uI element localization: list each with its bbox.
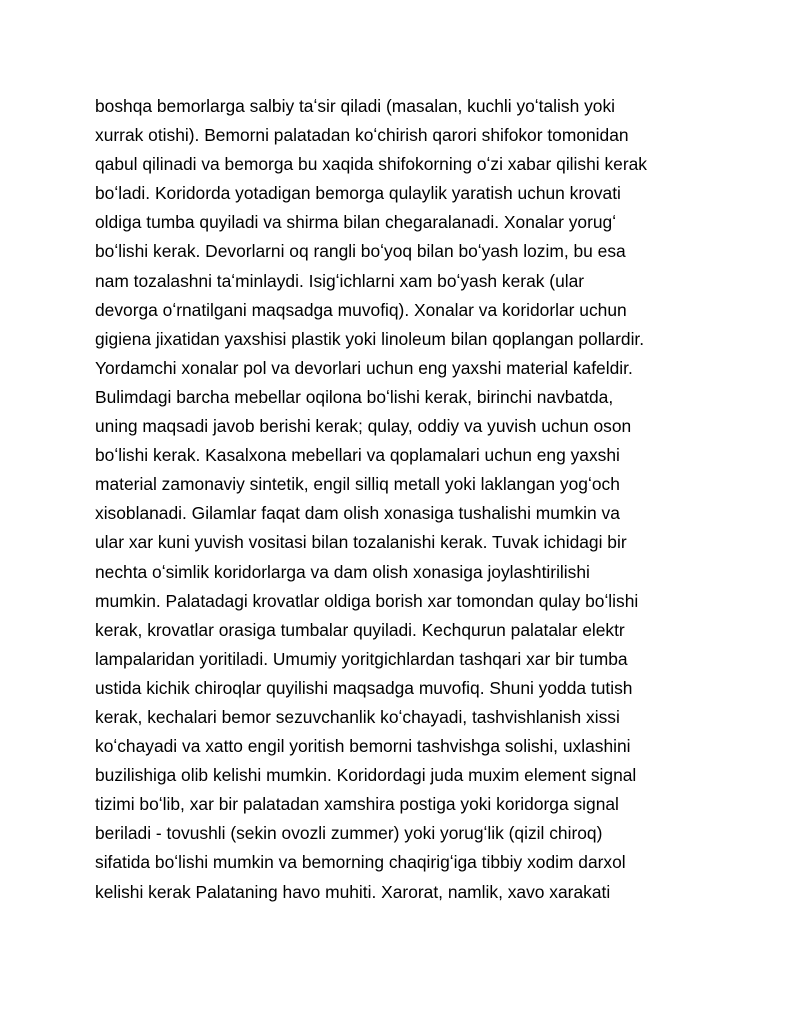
text-line: devorga oʻrnatilgani maqsadga muvofiq). Xonalar va koridorlar uchun [95, 299, 627, 320]
text-line: xisoblanadi. Gilamlar faqat dam olish xonasiga tushalishi mumkin va [95, 503, 620, 524]
text-line: uning maqsadi javob berishi kerak; qulay, oddiy va yuvish uchun oson [95, 416, 632, 437]
text-line: xurrak otishi). Bemorni palatadan koʻchirish qarori shifokor tomonidan [95, 125, 629, 146]
text-line: Yordamchi xonalar pol va devorlari uchun eng yaxshi material kafeldir. [95, 357, 633, 378]
text-line: oldiga tumba quyiladi va shirma bilan chegaralanadi. Xonalar yorugʻ [95, 212, 617, 233]
text-line: nam tozalashni taʻminlaydi. Isigʻichlarni xam boʻyash kerak (ular [95, 270, 585, 291]
text-line: boʻlishi kerak. Kasalxona mebellari va qoplamalari uchun eng yaxshi [95, 445, 620, 466]
text-line: sifatida boʻlishi mumkin va bemorning chaqirigʻiga tibbiy xodim darxol [95, 852, 626, 873]
text-line: koʻchayadi va xatto engil yoritish bemorni tashvishga solishi, uxlashini [95, 736, 631, 757]
text-line: lampalaridan yoritiladi. Umumiy yoritgichlardan tashqari xar bir tumba [95, 648, 628, 669]
text-line: boʻlishi kerak. Devorlarni oq rangli boʻyoq bilan boʻyash lozim, bu esa [95, 241, 626, 262]
text-line: buzilishiga olib kelishi mumkin. Koridordagi juda muxim element signal [95, 765, 637, 786]
text-line: material zamonaviy sintetik, engil silliq metall yoki laklangan yogʻoch [95, 474, 620, 495]
text-line: boʻladi. Koridorda yotadigan bemorga qulaylik yaratish uchun krovati [95, 183, 621, 204]
text-line: qabul qilinadi va bemorga bu xaqida shifokorning oʻzi xabar qilishi kerak [95, 154, 647, 175]
text-line: tizimi boʻlib, xar bir palatadan xamshira postiga yoki koridorga signal [95, 794, 619, 815]
text-line: mumkin. Palatadagi krovatlar oldiga borish xar tomondan qulay boʻlishi [95, 590, 639, 611]
text-line: ustida kichik chiroqlar quyilishi maqsadga muvofiq. Shuni yodda tutish [95, 677, 633, 698]
text-line: kelishi kerak Palataning havo muhiti. Xarorat, namlik, xavo xarakati [95, 881, 611, 902]
text-line: gigiena jixatidan yaxshisi plastik yoki linoleum bilan qoplangan pollardir. [95, 328, 645, 349]
text-line: beriladi - tovushli (sekin ovozli zummer) yoki yorugʻlik (qizil chiroq) [95, 823, 603, 844]
text-line: nechta oʻsimlik koridorlarga va dam olish xonasiga joylashtirilishi [95, 561, 590, 582]
text-line: Bulimdagi barcha mebellar oqilona boʻlishi kerak, birinchi navbatda, [95, 386, 614, 407]
text-line: kerak, kechalari bemor sezuvchanlik koʻchayadi, tashvishlanish xissi [95, 706, 620, 727]
text-line: boshqa bemorlarga salbiy taʻsir qiladi (masalan, kuchli yoʻtalish yoki [95, 96, 616, 116]
text-line: ular xar kuni yuvish vositasi bilan tozalanishi kerak. Tuvak ichidagi bir [95, 532, 627, 553]
body-text [95, 92, 735, 907]
text-line: kerak, krovatlar orasiga tumbalar quyiladi. Kechqurun palatalar elektr [95, 619, 625, 640]
